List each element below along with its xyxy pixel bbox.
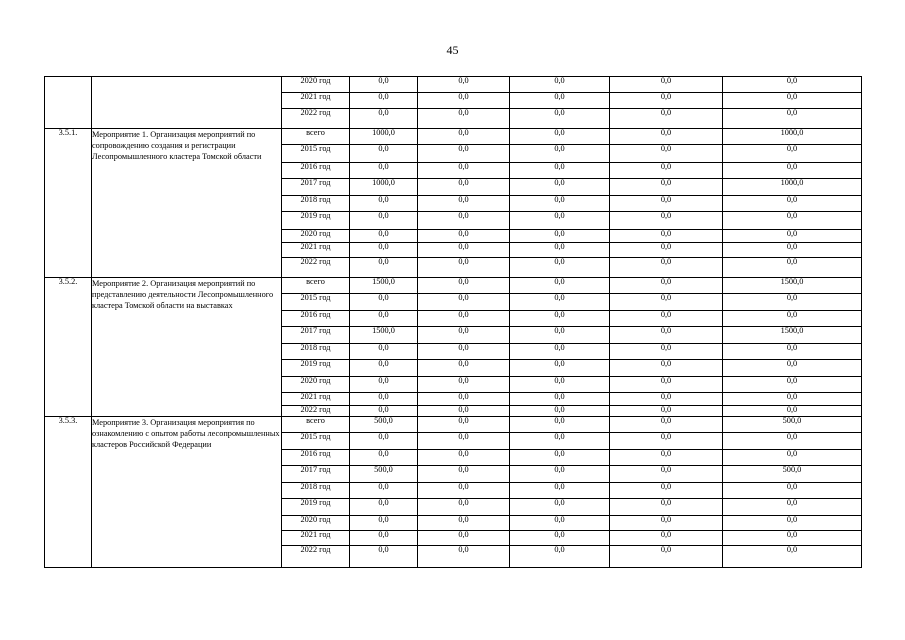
table-body <box>45 77 862 568</box>
year-cell: 2022 год <box>282 406 350 417</box>
value-cell: 0,0 <box>350 483 418 499</box>
value-cell: 1000,0 <box>723 129 862 145</box>
value-cell: 0,0 <box>510 77 610 93</box>
year-cell: 2020 год <box>282 230 350 243</box>
value-cell: 0,0 <box>510 129 610 145</box>
value-cell: 500,0 <box>723 417 862 433</box>
value-cell: 0,0 <box>350 311 418 327</box>
item-title: Мероприятие 3. Организация мероприятия по ознакомлению с опытом работы лесопромышленных кластеров Российской Федерации <box>92 417 282 568</box>
value-cell: 0,0 <box>350 212 418 230</box>
value-cell: 0,0 <box>723 546 862 568</box>
value-cell: 0,0 <box>723 393 862 406</box>
table-row <box>45 417 862 433</box>
year-cell: 2018 год <box>282 344 350 360</box>
year-cell: 2019 год <box>282 499 350 516</box>
value-cell: 0,0 <box>510 109 610 129</box>
value-cell: 0,0 <box>418 196 510 212</box>
item-title: Мероприятие 2. Организация мероприятий по представлению деятельности Лесопромышленного кластера Томской области на выставках <box>92 278 282 417</box>
value-cell: 0,0 <box>723 258 862 278</box>
value-cell: 0,0 <box>610 327 723 344</box>
value-cell: 0,0 <box>610 179 723 196</box>
value-cell: 0,0 <box>350 196 418 212</box>
page-number: 45 <box>446 43 459 57</box>
value-cell: 0,0 <box>418 145 510 163</box>
value-cell: 0,0 <box>510 546 610 568</box>
value-cell: 0,0 <box>723 311 862 327</box>
value-cell: 0,0 <box>418 406 510 417</box>
value-cell: 0,0 <box>610 145 723 163</box>
year-cell: 2016 год <box>282 450 350 466</box>
year-cell: 2017 год <box>282 466 350 483</box>
year-cell: 2016 год <box>282 163 350 179</box>
value-cell: 1500,0 <box>723 327 862 344</box>
value-cell: 0,0 <box>350 77 418 93</box>
value-cell: 1000,0 <box>723 179 862 196</box>
value-cell: 0,0 <box>610 230 723 243</box>
value-cell: 0,0 <box>610 483 723 499</box>
value-cell: 0,0 <box>418 450 510 466</box>
value-cell: 0,0 <box>510 466 610 483</box>
value-cell: 0,0 <box>610 417 723 433</box>
item-code: 3.5.3. <box>45 417 92 568</box>
value-cell: 0,0 <box>418 163 510 179</box>
value-cell: 0,0 <box>350 145 418 163</box>
item-code: 3.5.2. <box>45 278 92 417</box>
value-cell: 0,0 <box>610 531 723 546</box>
value-cell: 0,0 <box>510 179 610 196</box>
value-cell: 0,0 <box>723 499 862 516</box>
value-cell: 0,0 <box>723 109 862 129</box>
value-cell: 0,0 <box>723 450 862 466</box>
value-cell: 0,0 <box>610 196 723 212</box>
value-cell: 0,0 <box>510 516 610 531</box>
value-cell: 0,0 <box>350 531 418 546</box>
year-cell: всего <box>282 278 350 294</box>
value-cell: 0,0 <box>723 433 862 450</box>
value-cell: 0,0 <box>418 377 510 393</box>
year-cell: 2015 год <box>282 294 350 311</box>
item-title <box>92 77 282 129</box>
value-cell: 0,0 <box>610 499 723 516</box>
year-cell: всего <box>282 417 350 433</box>
year-cell: 2015 год <box>282 145 350 163</box>
value-cell: 500,0 <box>350 417 418 433</box>
value-cell: 0,0 <box>610 258 723 278</box>
value-cell: 0,0 <box>610 77 723 93</box>
value-cell: 0,0 <box>510 327 610 344</box>
value-cell: 0,0 <box>350 344 418 360</box>
value-cell: 0,0 <box>610 450 723 466</box>
value-cell: 0,0 <box>610 433 723 450</box>
value-cell: 0,0 <box>350 499 418 516</box>
value-cell: 0,0 <box>610 109 723 129</box>
budget-table <box>44 76 862 568</box>
value-cell: 0,0 <box>510 145 610 163</box>
item-title: Мероприятие 1. Организация мероприятий по сопровождению создания и регистрации Лесопромышленного кластера Томской области <box>92 129 282 278</box>
value-cell: 0,0 <box>610 129 723 145</box>
year-cell: 2017 год <box>282 327 350 344</box>
value-cell: 0,0 <box>418 417 510 433</box>
value-cell: 0,0 <box>418 129 510 145</box>
value-cell: 500,0 <box>350 466 418 483</box>
value-cell: 0,0 <box>418 93 510 109</box>
value-cell: 0,0 <box>723 360 862 377</box>
value-cell: 0,0 <box>510 163 610 179</box>
value-cell: 0,0 <box>510 406 610 417</box>
value-cell: 0,0 <box>350 450 418 466</box>
value-cell: 0,0 <box>510 196 610 212</box>
value-cell: 1000,0 <box>350 179 418 196</box>
value-cell: 0,0 <box>610 344 723 360</box>
year-cell: 2021 год <box>282 531 350 546</box>
value-cell: 0,0 <box>610 278 723 294</box>
value-cell: 0,0 <box>350 360 418 377</box>
value-cell: 0,0 <box>723 230 862 243</box>
value-cell: 0,0 <box>610 377 723 393</box>
value-cell: 0,0 <box>510 311 610 327</box>
value-cell: 0,0 <box>350 433 418 450</box>
value-cell: 0,0 <box>610 393 723 406</box>
value-cell: 0,0 <box>510 433 610 450</box>
year-cell: 2015 год <box>282 433 350 450</box>
value-cell: 0,0 <box>418 230 510 243</box>
value-cell: 0,0 <box>723 145 862 163</box>
value-cell: 0,0 <box>510 393 610 406</box>
year-cell: 2021 год <box>282 393 350 406</box>
value-cell: 0,0 <box>610 466 723 483</box>
value-cell: 0,0 <box>610 212 723 230</box>
value-cell: 0,0 <box>418 531 510 546</box>
year-cell: 2022 год <box>282 546 350 568</box>
year-cell: 2022 год <box>282 258 350 278</box>
value-cell: 0,0 <box>350 546 418 568</box>
value-cell: 0,0 <box>610 360 723 377</box>
value-cell: 0,0 <box>723 516 862 531</box>
value-cell: 0,0 <box>418 344 510 360</box>
value-cell: 0,0 <box>418 327 510 344</box>
value-cell: 0,0 <box>418 360 510 377</box>
value-cell: 0,0 <box>610 294 723 311</box>
value-cell: 0,0 <box>350 377 418 393</box>
value-cell: 0,0 <box>350 230 418 243</box>
value-cell: 0,0 <box>350 258 418 278</box>
item-code <box>45 77 92 129</box>
value-cell: 0,0 <box>418 179 510 196</box>
value-cell: 0,0 <box>418 546 510 568</box>
value-cell: 0,0 <box>418 311 510 327</box>
value-cell: 0,0 <box>350 294 418 311</box>
value-cell: 0,0 <box>723 163 862 179</box>
value-cell: 0,0 <box>510 230 610 243</box>
value-cell: 0,0 <box>418 466 510 483</box>
year-cell: 2019 год <box>282 360 350 377</box>
year-cell: 2021 год <box>282 243 350 258</box>
value-cell: 500,0 <box>723 466 862 483</box>
value-cell: 0,0 <box>610 546 723 568</box>
value-cell: 0,0 <box>510 344 610 360</box>
value-cell: 0,0 <box>510 212 610 230</box>
year-cell: 2016 год <box>282 311 350 327</box>
value-cell: 0,0 <box>610 311 723 327</box>
value-cell: 0,0 <box>350 516 418 531</box>
value-cell: 0,0 <box>610 243 723 258</box>
year-cell: 2021 год <box>282 93 350 109</box>
value-cell: 0,0 <box>510 499 610 516</box>
year-cell: 2019 год <box>282 212 350 230</box>
value-cell: 0,0 <box>610 163 723 179</box>
value-cell: 0,0 <box>510 531 610 546</box>
value-cell: 0,0 <box>510 360 610 377</box>
value-cell: 0,0 <box>418 212 510 230</box>
value-cell: 1000,0 <box>350 129 418 145</box>
value-cell: 0,0 <box>418 109 510 129</box>
value-cell: 1500,0 <box>723 278 862 294</box>
value-cell: 0,0 <box>510 294 610 311</box>
year-cell: 2020 год <box>282 516 350 531</box>
value-cell: 0,0 <box>610 516 723 531</box>
value-cell: 0,0 <box>350 393 418 406</box>
value-cell: 0,0 <box>723 406 862 417</box>
value-cell: 0,0 <box>510 243 610 258</box>
value-cell: 0,0 <box>350 163 418 179</box>
value-cell: 0,0 <box>610 93 723 109</box>
value-cell: 0,0 <box>510 450 610 466</box>
value-cell: 0,0 <box>510 93 610 109</box>
year-cell: 2020 год <box>282 377 350 393</box>
value-cell: 0,0 <box>510 417 610 433</box>
value-cell: 0,0 <box>350 109 418 129</box>
year-cell: 2020 год <box>282 77 350 93</box>
year-cell: всего <box>282 129 350 145</box>
table-row <box>45 278 862 294</box>
value-cell: 0,0 <box>418 499 510 516</box>
value-cell: 0,0 <box>723 483 862 499</box>
value-cell: 0,0 <box>418 393 510 406</box>
value-cell: 0,0 <box>723 294 862 311</box>
year-cell: 2018 год <box>282 483 350 499</box>
table-row <box>45 77 862 93</box>
value-cell: 1500,0 <box>350 327 418 344</box>
value-cell: 0,0 <box>723 212 862 230</box>
value-cell: 0,0 <box>418 278 510 294</box>
value-cell: 0,0 <box>418 294 510 311</box>
value-cell: 0,0 <box>723 377 862 393</box>
value-cell: 0,0 <box>510 377 610 393</box>
value-cell: 0,0 <box>418 77 510 93</box>
value-cell: 0,0 <box>510 258 610 278</box>
year-cell: 2022 год <box>282 109 350 129</box>
value-cell: 0,0 <box>418 516 510 531</box>
value-cell: 0,0 <box>350 93 418 109</box>
value-cell: 0,0 <box>723 531 862 546</box>
value-cell: 0,0 <box>350 243 418 258</box>
value-cell: 1500,0 <box>350 278 418 294</box>
value-cell: 0,0 <box>723 93 862 109</box>
value-cell: 0,0 <box>723 196 862 212</box>
value-cell: 0,0 <box>610 406 723 417</box>
value-cell: 0,0 <box>418 258 510 278</box>
value-cell: 0,0 <box>723 77 862 93</box>
value-cell: 0,0 <box>350 406 418 417</box>
value-cell: 0,0 <box>510 483 610 499</box>
value-cell: 0,0 <box>418 483 510 499</box>
value-cell: 0,0 <box>418 433 510 450</box>
year-cell: 2018 год <box>282 196 350 212</box>
value-cell: 0,0 <box>723 243 862 258</box>
value-cell: 0,0 <box>723 344 862 360</box>
year-cell: 2017 год <box>282 179 350 196</box>
value-cell: 0,0 <box>418 243 510 258</box>
item-code: 3.5.1. <box>45 129 92 278</box>
table-row <box>45 129 862 145</box>
value-cell: 0,0 <box>510 278 610 294</box>
